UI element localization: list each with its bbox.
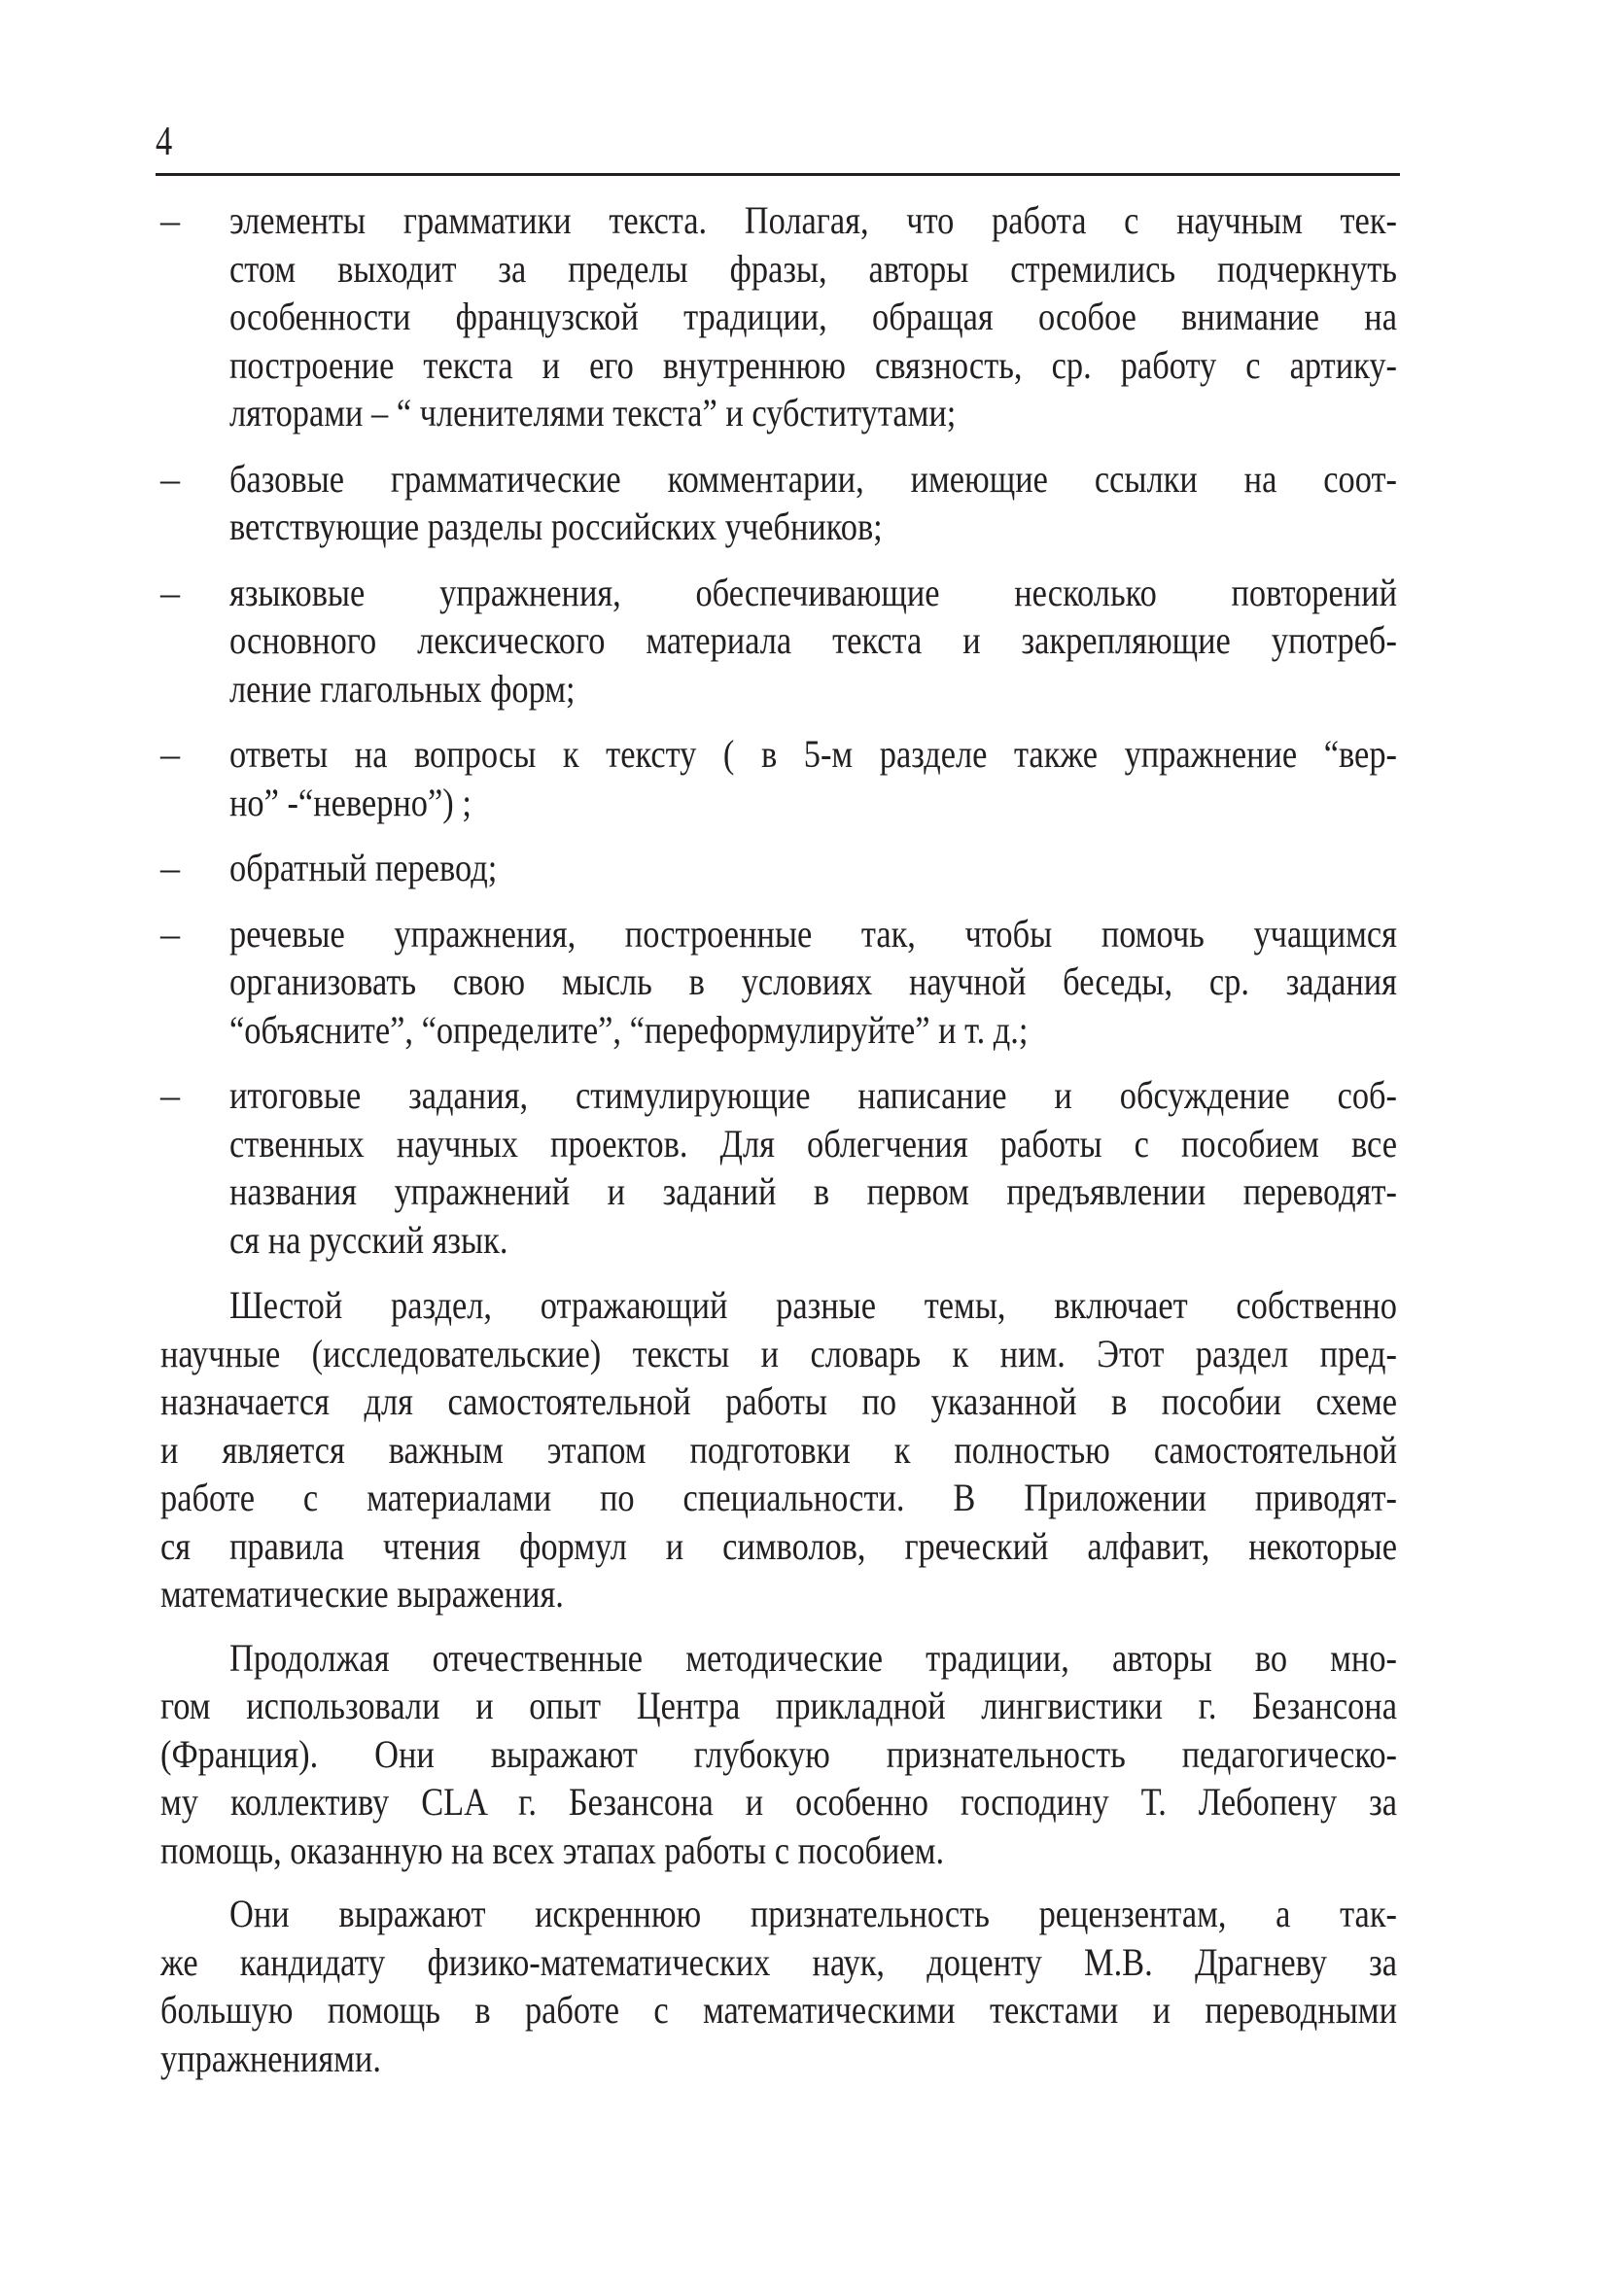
bullet-dash: – (160, 456, 180, 501)
text-line: элементы грамматики текста. Полагая, что работа с научным тек- (229, 198, 1397, 242)
text-line: назначается для самостоятельной работы по указанной в пособии схеме (160, 1379, 1397, 1423)
text-line: языковые упражнения, обеспечивающие несколько повторений (229, 570, 1397, 614)
bullet-dash: – (160, 1073, 180, 1117)
text-line: Они выражают искреннюю признательность рецензентам, а так- (229, 1892, 1397, 1935)
text-line: ся правила чтения формул и символов, греческий алфавит, некоторые (160, 1523, 1397, 1568)
text-line: Продолжая отечественные методические традиции, авторы во мно- (229, 1635, 1397, 1680)
text-line: базовые грамматические комментарии, имеющие ссылки на соот- (229, 456, 1397, 501)
page-number: 4 (156, 120, 173, 164)
text-line: итоговые задания, стимулирующие написание и обсуждение соб- (229, 1073, 1397, 1117)
text-line: большую помощь в работе с математическими текстами и переводными (160, 1988, 1397, 2032)
header-rule (156, 173, 1400, 176)
list-item (160, 196, 1397, 437)
text-line: основного лексического материала текста и закрепляющие употреб- (229, 618, 1397, 662)
text-line: речевые упражнения, построенные так, чтобы помочь учащимся (229, 911, 1397, 956)
bullet-dash: – (160, 198, 180, 242)
list-item (160, 455, 1397, 551)
list-item (160, 844, 1397, 892)
list-item (160, 730, 1397, 826)
bullet-dash: – (160, 846, 180, 889)
text-line: же кандидату физико-математических наук, доценту М.В. Драгневу за (160, 1939, 1397, 1984)
list-item (160, 910, 1397, 1055)
text-line: стом выходит за пределы фразы, авторы стремились подчеркнуть (229, 246, 1397, 291)
paragraph (160, 1890, 1397, 2082)
text-line: упражнениями. (160, 2035, 381, 2080)
text-line: ся на русский язык. (229, 1217, 508, 1262)
list-item (160, 1071, 1397, 1264)
text-line: “объясните”, “определите”, “переформулируйте” и т. д.; (229, 1007, 1029, 1052)
text-line: гом использовали и опыт Центра прикладной лингвистики г. Безансона (160, 1684, 1397, 1727)
text-line: ляторами – “ членителями текста” и субститутами; (229, 391, 957, 435)
bullet-dash: – (160, 732, 180, 776)
text-line: названия упражнений и заданий в первом предъявлении переводят- (229, 1169, 1397, 1213)
text-line: Шестой раздел, отражающий разные темы, включает собственно (229, 1283, 1397, 1327)
text-line: работе с материалами по специальности. В Приложении приводят- (160, 1476, 1397, 1519)
bullet-list (160, 196, 1397, 1264)
text-line: помощь, оказанную на всех этапах работы с пособием. (160, 1827, 945, 1872)
text-line: ственных научных проектов. Для облегчения работы с пособием все (229, 1121, 1397, 1165)
text-line: и является важным этапом подготовки к полностью самостоятельной (160, 1427, 1397, 1472)
paragraph (160, 1634, 1397, 1875)
paragraph (160, 1281, 1397, 1618)
bullet-dash: – (160, 570, 180, 614)
text-line: му коллективу CLA г. Безансона и особенно господину Т. Лебопену за (160, 1780, 1397, 1824)
list-item (160, 569, 1397, 713)
text-line: построение текста и его внутреннюю связность, ср. работу с артику- (229, 342, 1397, 387)
text-line: организовать свою мысль в условиях научной беседы, ср. задания (229, 959, 1397, 1003)
text-line: ление глагольных форм; (229, 666, 576, 711)
text-line: но” -“неверно”) ; (229, 780, 472, 824)
text-line: ветствующие разделы российских учебников; (229, 504, 883, 548)
text-line: математические выражения. (160, 1572, 564, 1616)
text-line: ответы на вопросы к тексту ( в 5-м разделе также упражнение “вер- (229, 732, 1397, 776)
text-line: обратный перевод; (229, 846, 498, 889)
bullet-dash: – (160, 911, 180, 956)
text-line: (Франция). Они выражают глубокую признательность педагогическо- (160, 1731, 1397, 1776)
text-line: научные (исследовательские) тексты и словарь к ним. Этот раздел пред- (160, 1331, 1397, 1375)
page-body (160, 196, 1397, 2098)
text-line: особенности французской традиции, обращая особое внимание на (229, 295, 1397, 338)
